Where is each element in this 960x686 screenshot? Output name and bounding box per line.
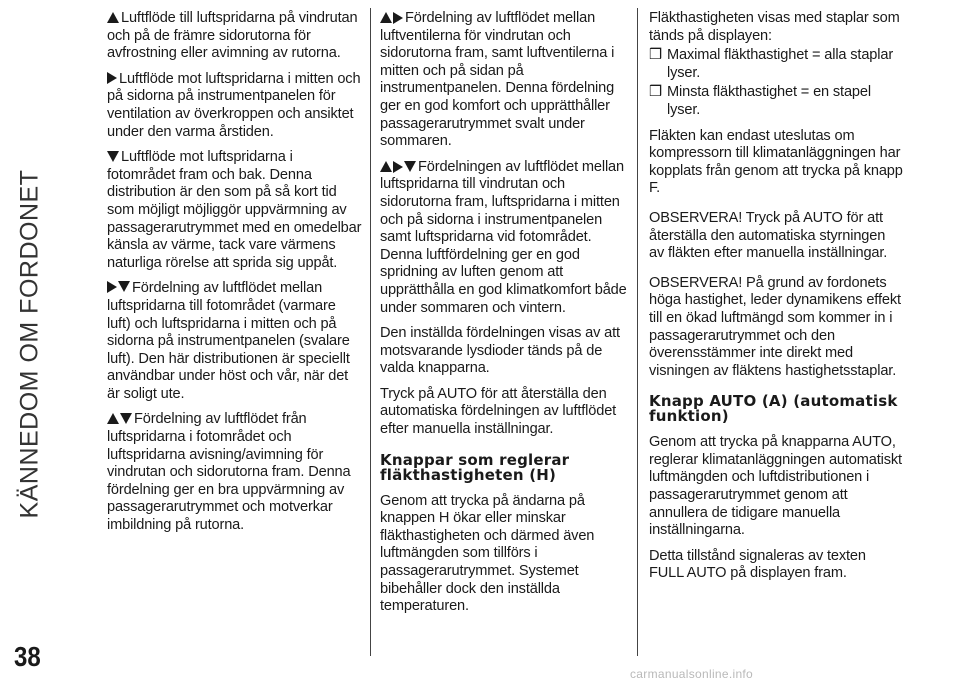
airflow-right-icon: [107, 72, 117, 84]
column-2: [380, 10, 630, 624]
column-3: [649, 10, 904, 591]
paragraph: Luftflöde mot luftspridarna i mitten och på sidorna på instrumentpanelen för ventilation av överkroppen och ansiktet under den varma årstiden.: [107, 70, 361, 140]
paragraph: Fördelning av luftflödet mellan luftspridarna till fotområdet (varmare luft) och luftspridarna i mitten och på sidorna på instrumentpanelen (svalare luft). Den här distributionen är speciellt användbar under höst och vår, när det är soligt ute.: [107, 280, 350, 402]
checkbox-bullet-icon: ❒: [649, 84, 662, 101]
section-title: KÄNNEDOM OM FORDONET: [15, 169, 44, 519]
note-paragraph: OBSERVERA! På grund av fordonets höga hastighet, leder dynamikens effekt till en ökad luftmängd som kommer in i passagerarutrymmet och den överensstämmer inte direkt med visningen av fläktens hastighetsstaplar.: [649, 274, 901, 379]
note-paragraph: OBSERVERA! Tryck på AUTO för att återställa den automatiska styrningen av fläkten efter manuella inställningar.: [649, 209, 888, 262]
airflow-down-icon: [107, 151, 119, 162]
sidebar: [12, 14, 88, 634]
paragraph: Luftflöde mot luftspridarna i fotområdet fram och bak. Denna distribution är den som på så kort tid som möjligt möjliggör uppvärmning av passagerarutrymmet med en omedelbar känsla av värme, tack vare värmens naturliga rörelse att sprida sig uppåt.: [107, 149, 362, 271]
paragraph: Tryck på AUTO för att återställa den automatiska fördelningen av luftflödet efter manuella inställningar.: [380, 385, 617, 438]
airflow-up-down-icon: [107, 413, 132, 424]
airflow-up-right-icon: [380, 12, 403, 24]
column-1: [107, 10, 363, 543]
paragraph: Den inställda fördelningen visas av att motsvarande lysdioder tänds på de valda knapparna.: [380, 325, 620, 377]
paragraph: Fördelningen av luftflödet mellan luftspridarna till vindrutan och sidorutorna fram, luftspridarna i mitten och på sidorna i instrumentpanelen samt luftspridarna vid fotområdet. Denna luftfördelning ger en god spridning av luften genom att upprätthålla en god klimatkomfort både under sommaren och vintern.: [380, 158, 627, 316]
paragraph: Detta tillstånd signaleras av texten FULL AUTO på displayen fram.: [649, 547, 866, 582]
paragraph: Fördelning av luftflödet mellan luftventilerna för vindrutan och sidorutorna fram, samt luftventilerna i mitten och på sidan på instrumentpanelen. Denna fördelning ger en god komfort och upprätthåller passagerarutrymmet svalt under sommaren.: [380, 10, 615, 150]
list-item: ❒ Minsta fläkthastighet = en stapel lyser.: [649, 84, 904, 121]
paragraph: Genom att trycka på knapparna AUTO, reglerar klimatanläggningen automatiskt luftmängden och luftdistributionen i passagerarutrymmet genom att annullera de tidigare manuella inställningarna.: [649, 434, 902, 539]
airflow-up-icon: [107, 12, 119, 23]
column-divider: [370, 8, 371, 656]
page-number: 38: [14, 641, 41, 673]
section-heading: Knappar som reglerar fläkthastigheten (H): [380, 450, 570, 484]
airflow-right-down-icon: [107, 281, 130, 293]
column-divider: [637, 8, 638, 656]
paragraph: Luftflöde till luftspridarna på vindrutan och på de främre sidorutorna för avfrostning eller avimning av rutorna.: [107, 10, 358, 62]
paragraph: Fläkten kan endast uteslutas om kompressorn till klimatanläggningen har kopplats från genom att trycka på knapp F.: [649, 127, 903, 197]
paragraph: Fördelning av luftflödet från luftspridarna i fotområdet och luftspridarna avisning/avimning för vindrutan och sidorutorna fram. Denna fördelning ger en bra uppvärmning av passagerarutrymmet och motverkar imbildning på rutorna.: [107, 411, 351, 534]
checkbox-bullet-icon: ❒: [649, 47, 662, 64]
paragraph: Genom att trycka på ändarna på knappen H ökar eller minskar fläkthastigheten och därmed även luftmängden som tillförs i passagerarutrymmet. Systemet bibehåller dock den inställda temperaturen.: [380, 492, 595, 615]
watermark: carmanualsonline.info: [630, 667, 754, 681]
list-item: ❒ Maximal fläkthastighet = alla staplar lyser.: [649, 47, 904, 84]
airflow-up-right-down-icon: [380, 161, 416, 173]
section-heading: Knapp AUTO (A) (automatisk funktion): [649, 392, 898, 426]
paragraph: Fläkthastigheten visas med staplar som tänds på displayen:: [649, 10, 900, 44]
